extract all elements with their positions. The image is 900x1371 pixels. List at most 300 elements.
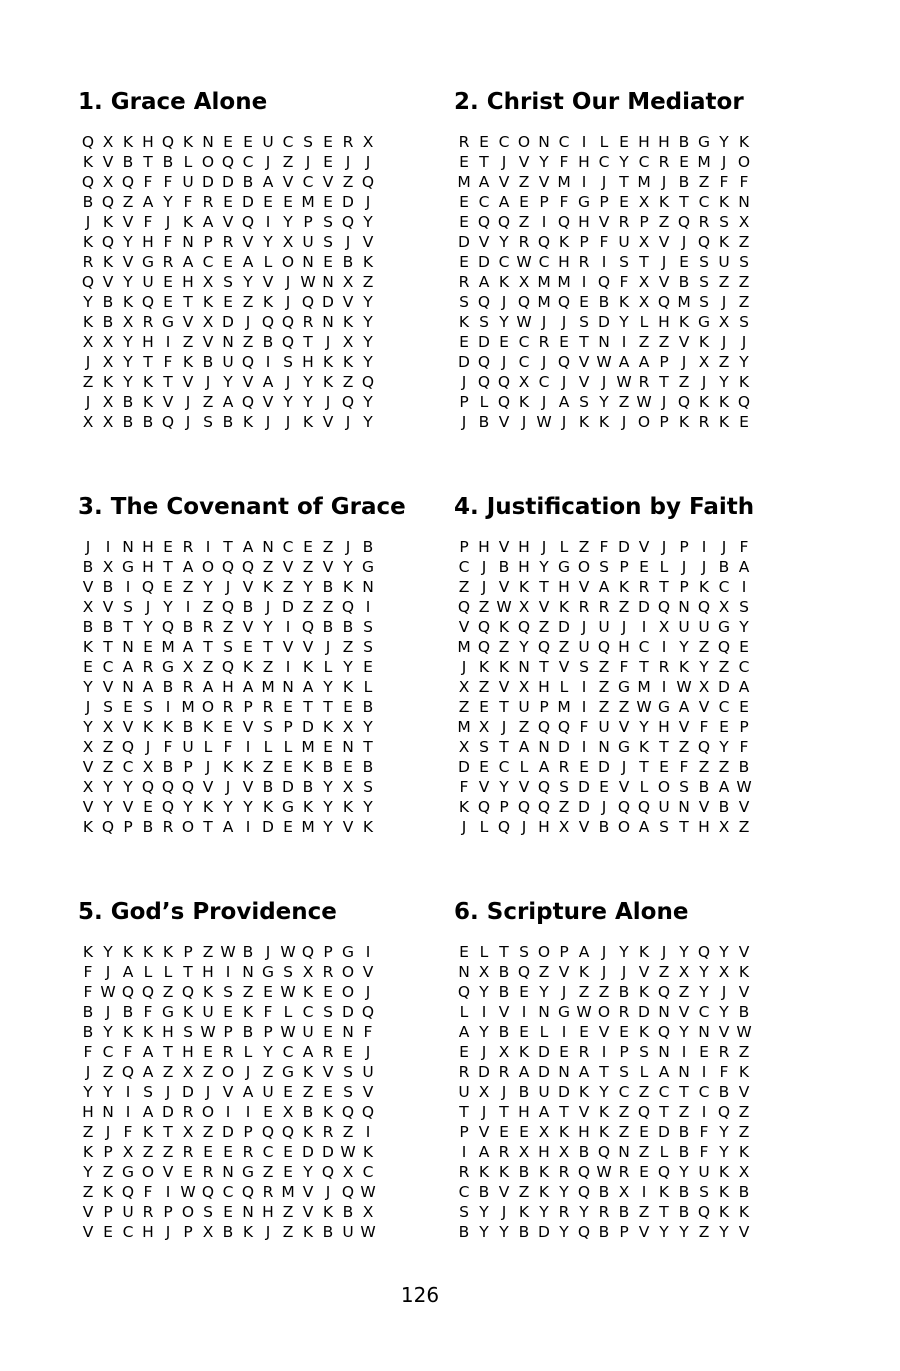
- grid-letter: Z: [202, 658, 214, 676]
- grid-letter: H: [182, 1043, 194, 1061]
- grid-letter: S: [363, 638, 373, 656]
- grid-letter: I: [265, 353, 271, 371]
- grid-letter: J: [601, 373, 607, 391]
- grid-letter: B: [598, 818, 610, 836]
- grid-letter: A: [302, 1043, 314, 1061]
- grid-letter: X: [82, 778, 94, 796]
- grid-letter: K: [598, 1123, 610, 1141]
- grid-letter: Q: [341, 213, 355, 231]
- grid-letter: S: [203, 1203, 213, 1221]
- grid-letter: X: [282, 233, 294, 251]
- grid-letter: J: [481, 1103, 487, 1121]
- grid-letter: B: [182, 618, 194, 636]
- grid-letter: H: [558, 253, 570, 271]
- grid-letter: Q: [657, 598, 671, 616]
- grid-letter: B: [498, 963, 510, 981]
- grid-letter: Z: [738, 1123, 750, 1141]
- grid-letter: N: [458, 963, 470, 981]
- grid-letter: J: [345, 538, 351, 556]
- grid-letter: R: [598, 1203, 610, 1221]
- grid-letter: F: [619, 658, 629, 676]
- grid-letter: V: [498, 413, 510, 431]
- grid-letter: Q: [261, 313, 275, 331]
- grid-letter: X: [102, 133, 114, 151]
- grid-letter: Y: [479, 1203, 489, 1221]
- grid-letter: R: [658, 658, 670, 676]
- grid-letter: E: [243, 638, 253, 656]
- grid-letter: A: [222, 393, 234, 411]
- grid-letter: Q: [597, 273, 611, 291]
- grid-letter: B: [302, 1103, 314, 1121]
- grid-letter: K: [718, 1183, 730, 1201]
- grid-letter: S: [739, 253, 749, 271]
- grid-letter: Z: [342, 173, 354, 191]
- grid-letter: E: [363, 658, 373, 676]
- grid-letter: H: [142, 133, 154, 151]
- grid-letter: H: [658, 313, 670, 331]
- grid-letter: J: [85, 1063, 91, 1081]
- grid-letter: F: [163, 233, 173, 251]
- grid-letter: R: [342, 133, 354, 151]
- grid-letter: W: [220, 943, 236, 961]
- grid-letter: Q: [221, 558, 235, 576]
- grid-letter: L: [203, 738, 213, 756]
- grid-letter: N: [222, 333, 234, 351]
- grid-letter: R: [262, 698, 274, 716]
- grid-letter: B: [738, 1003, 750, 1021]
- grid-letter: Q: [361, 1103, 375, 1121]
- grid-letter: V: [82, 1223, 94, 1241]
- grid-letter: K: [678, 313, 690, 331]
- grid-letter: Q: [241, 1183, 255, 1201]
- grid-letter: E: [739, 698, 749, 716]
- grid-letter: I: [285, 618, 291, 636]
- grid-letter: Z: [698, 758, 710, 776]
- grid-letter: O: [221, 1063, 235, 1081]
- grid-letter: T: [263, 638, 273, 656]
- grid-letter: Z: [478, 678, 490, 696]
- grid-letter: M: [161, 638, 175, 656]
- grid-letter: X: [102, 333, 114, 351]
- grid-letter: B: [678, 133, 690, 151]
- grid-letter: A: [558, 393, 570, 411]
- grid-letter: I: [581, 173, 587, 191]
- puzzle-christ-our-mediator: [454, 88, 764, 431]
- grid-letter: Y: [283, 213, 293, 231]
- grid-letter: Z: [598, 983, 610, 1001]
- grid-letter: A: [182, 638, 194, 656]
- grid-letter: P: [103, 1143, 113, 1161]
- grid-letter: B: [718, 558, 730, 576]
- grid-letter: G: [261, 963, 274, 981]
- grid-letter: U: [182, 173, 194, 191]
- grid-letter: H: [302, 353, 314, 371]
- grid-letter: K: [102, 373, 114, 391]
- grid-letter: J: [105, 963, 111, 981]
- grid-letter: J: [205, 758, 211, 776]
- grid-letter: V: [282, 173, 294, 191]
- grid-letter: B: [718, 798, 730, 816]
- grid-letter: Q: [241, 558, 255, 576]
- grid-letter: P: [499, 798, 509, 816]
- grid-letter: D: [162, 1103, 174, 1121]
- grid-letter: Y: [539, 558, 549, 576]
- grid-letter: J: [145, 738, 151, 756]
- grid-letter: F: [699, 1143, 709, 1161]
- grid-letter: E: [679, 153, 689, 171]
- grid-letter: V: [322, 1063, 334, 1081]
- grid-letter: S: [719, 213, 729, 231]
- grid-letter: D: [658, 1123, 670, 1141]
- grid-letter: Q: [301, 293, 315, 311]
- grid-letter: B: [578, 1143, 590, 1161]
- grid-letter: X: [558, 1143, 570, 1161]
- grid-letter: K: [718, 193, 730, 211]
- grid-letter: P: [559, 943, 569, 961]
- grid-letter: Z: [698, 638, 710, 656]
- grid-letter: J: [501, 718, 507, 736]
- grid-letter: R: [262, 1183, 274, 1201]
- grid-letter: Q: [281, 333, 295, 351]
- grid-letter: Q: [657, 1023, 671, 1041]
- grid-letter: J: [601, 798, 607, 816]
- grid-letter: Q: [557, 213, 571, 231]
- grid-letter: Y: [519, 638, 529, 656]
- grid-letter: J: [265, 153, 271, 171]
- grid-letter: B: [598, 1183, 610, 1201]
- grid-letter: M: [457, 173, 471, 191]
- grid-letter: R: [658, 153, 670, 171]
- grid-letter: C: [498, 133, 510, 151]
- grid-letter: A: [182, 253, 194, 271]
- grid-letter: Z: [142, 1143, 154, 1161]
- grid-letter: Z: [322, 598, 334, 616]
- grid-letter: A: [202, 213, 214, 231]
- grid-letter: D: [342, 1003, 354, 1021]
- grid-letter: R: [222, 1043, 234, 1061]
- grid-letter: E: [323, 193, 333, 211]
- grid-letter: Y: [719, 373, 729, 391]
- grid-letter: K: [658, 193, 670, 211]
- grid-letter: K: [242, 1223, 254, 1241]
- grid-letter: J: [265, 1223, 271, 1241]
- grid-letter: X: [518, 273, 530, 291]
- grid-letter: O: [577, 558, 591, 576]
- grid-letter: I: [285, 658, 291, 676]
- grid-letter: E: [519, 193, 529, 211]
- grid-letter: M: [301, 818, 315, 836]
- grid-letter: E: [343, 1043, 353, 1061]
- grid-letter: V: [538, 598, 550, 616]
- grid-letter: Z: [122, 193, 134, 211]
- grid-letter: Y: [619, 313, 629, 331]
- grid-letter: A: [678, 698, 690, 716]
- grid-letter: K: [658, 1183, 670, 1201]
- grid-letter: E: [459, 333, 469, 351]
- grid-letter: V: [678, 718, 690, 736]
- grid-letter: K: [718, 1203, 730, 1221]
- grid-letter: O: [517, 133, 531, 151]
- grid-letter: K: [322, 353, 334, 371]
- grid-letter: R: [458, 1063, 470, 1081]
- grid-letter: X: [102, 413, 114, 431]
- grid-letter: V: [162, 393, 174, 411]
- grid-letter: B: [322, 578, 334, 596]
- grid-letter: Q: [717, 638, 731, 656]
- grid-letter: X: [478, 718, 490, 736]
- grid-letter: S: [739, 598, 749, 616]
- grid-letter: C: [122, 758, 134, 776]
- grid-letter: W: [340, 1143, 356, 1161]
- grid-letter: U: [182, 738, 194, 756]
- grid-letter: C: [558, 133, 570, 151]
- grid-letter: Z: [182, 578, 194, 596]
- grid-letter: V: [478, 233, 490, 251]
- grid-letter: S: [223, 638, 233, 656]
- grid-letter: V: [122, 213, 134, 231]
- grid-letter: Z: [82, 373, 94, 391]
- grid-letter: Y: [539, 983, 549, 1001]
- grid-letter: R: [618, 1003, 630, 1021]
- grid-letter: Q: [497, 373, 511, 391]
- grid-letter: Z: [262, 1163, 274, 1181]
- grid-letter: Q: [517, 618, 531, 636]
- grid-letter: X: [102, 173, 114, 191]
- grid-letter: J: [185, 393, 191, 411]
- grid-letter: F: [143, 1183, 153, 1201]
- grid-letter: E: [283, 1143, 293, 1161]
- grid-letter: Z: [82, 1123, 94, 1141]
- grid-letter: D: [578, 778, 590, 796]
- grid-letter: G: [121, 558, 134, 576]
- grid-letter: F: [559, 193, 569, 211]
- grid-letter: R: [322, 1123, 334, 1141]
- grid-letter: Z: [322, 538, 334, 556]
- grid-letter: J: [165, 213, 171, 231]
- grid-letter: W: [636, 393, 652, 411]
- grid-letter: Z: [618, 598, 630, 616]
- grid-letter: T: [659, 738, 669, 756]
- grid-letter: Z: [478, 598, 490, 616]
- grid-letter: D: [222, 1123, 234, 1141]
- grid-letter: D: [282, 778, 294, 796]
- grid-letter: B: [102, 578, 114, 596]
- grid-letter: Y: [719, 1223, 729, 1241]
- grid-letter: H: [518, 538, 530, 556]
- grid-letter: K: [302, 1223, 314, 1241]
- grid-letter: Z: [362, 273, 374, 291]
- grid-letter: Q: [201, 1183, 215, 1201]
- grid-letter: Y: [499, 233, 509, 251]
- grid-letter: Q: [697, 233, 711, 251]
- grid-letter: V: [242, 618, 254, 636]
- grid-letter: J: [661, 393, 667, 411]
- grid-letter: J: [561, 373, 567, 391]
- grid-letter: V: [578, 353, 590, 371]
- grid-letter: F: [719, 173, 729, 191]
- grid-letter: D: [458, 758, 470, 776]
- grid-letter: L: [639, 313, 649, 331]
- grid-letter: N: [698, 1023, 710, 1041]
- grid-letter: R: [458, 133, 470, 151]
- grid-letter: H: [262, 1203, 274, 1221]
- grid-letter: A: [182, 558, 194, 576]
- grid-letter: Z: [598, 658, 610, 676]
- grid-letter: V: [242, 578, 254, 596]
- grid-letter: A: [242, 253, 254, 271]
- grid-letter: Y: [323, 678, 333, 696]
- grid-letter: K: [122, 133, 134, 151]
- grid-letter: Z: [162, 983, 174, 1001]
- grid-letter: B: [322, 758, 334, 776]
- grid-letter: V: [362, 1083, 374, 1101]
- grid-letter: D: [598, 313, 610, 331]
- grid-letter: B: [122, 393, 134, 411]
- grid-letter: G: [161, 658, 174, 676]
- grid-letter: A: [738, 678, 750, 696]
- grid-letter: Q: [321, 1163, 335, 1181]
- grid-letter: L: [539, 1023, 549, 1041]
- grid-letter: H: [202, 963, 214, 981]
- grid-letter: J: [325, 1183, 331, 1201]
- grid-letter: R: [182, 678, 194, 696]
- grid-letter: E: [223, 1143, 233, 1161]
- grid-letter: S: [459, 1203, 469, 1221]
- grid-letter: Q: [637, 1103, 651, 1121]
- grid-letter: J: [541, 353, 547, 371]
- grid-letter: J: [501, 1203, 507, 1221]
- grid-letter: J: [365, 153, 371, 171]
- grid-letter: Z: [202, 393, 214, 411]
- grid-letter: U: [122, 1203, 134, 1221]
- grid-letter: K: [262, 798, 274, 816]
- grid-letter: J: [325, 333, 331, 351]
- grid-letter: Z: [518, 718, 530, 736]
- grid-letter: Y: [363, 293, 373, 311]
- grid-letter: P: [243, 698, 253, 716]
- grid-letter: X: [202, 313, 214, 331]
- grid-letter: X: [658, 618, 670, 636]
- grid-letter: Y: [83, 1083, 93, 1101]
- grid-letter: B: [82, 618, 94, 636]
- grid-letter: Q: [121, 1063, 135, 1081]
- grid-letter: B: [142, 818, 154, 836]
- grid-letter: V: [558, 963, 570, 981]
- grid-letter: V: [738, 1083, 750, 1101]
- grid-letter: Z: [222, 618, 234, 636]
- grid-letter: V: [282, 558, 294, 576]
- grid-letter: E: [479, 758, 489, 776]
- grid-letter: Q: [497, 818, 511, 836]
- grid-letter: K: [82, 153, 94, 171]
- grid-letter: Q: [161, 133, 175, 151]
- grid-letter: Z: [202, 1123, 214, 1141]
- grid-letter: K: [122, 293, 134, 311]
- grid-letter: V: [638, 963, 650, 981]
- grid-letter: K: [142, 393, 154, 411]
- grid-letter: A: [578, 943, 590, 961]
- grid-letter: V: [698, 798, 710, 816]
- grid-letter: E: [183, 1163, 193, 1181]
- grid-letter: V: [282, 638, 294, 656]
- grid-letter: K: [82, 1143, 94, 1161]
- grid-letter: R: [222, 698, 234, 716]
- grid-letter: B: [242, 598, 254, 616]
- grid-letter: D: [282, 598, 294, 616]
- grid-letter: W: [516, 253, 532, 271]
- grid-letter: B: [362, 758, 374, 776]
- grid-letter: R: [202, 1163, 214, 1181]
- grid-letter: J: [561, 983, 567, 1001]
- grid-letter: T: [203, 638, 213, 656]
- grid-letter: Y: [243, 798, 253, 816]
- grid-letter: D: [538, 1043, 550, 1061]
- grid-letter: Q: [697, 943, 711, 961]
- grid-letter: W: [200, 1023, 216, 1041]
- grid-letter: K: [182, 213, 194, 231]
- grid-letter: R: [698, 213, 710, 231]
- grid-letter: Z: [738, 273, 750, 291]
- grid-letter: L: [323, 658, 333, 676]
- grid-letter: D: [478, 253, 490, 271]
- grid-letter: E: [163, 578, 173, 596]
- grid-letter: V: [202, 778, 214, 796]
- grid-letter: X: [698, 678, 710, 696]
- grid-letter: T: [619, 173, 629, 191]
- grid-letter: E: [323, 1023, 333, 1041]
- grid-letter: Z: [262, 658, 274, 676]
- grid-letter: X: [518, 1143, 530, 1161]
- grid-letter: K: [182, 353, 194, 371]
- grid-letter: K: [738, 1063, 750, 1081]
- grid-letter: C: [598, 153, 610, 171]
- grid-letter: S: [343, 1083, 353, 1101]
- grid-letter: M: [181, 698, 195, 716]
- grid-letter: Z: [638, 333, 650, 351]
- grid-letter: P: [223, 1023, 233, 1041]
- grid-letter: K: [162, 718, 174, 736]
- grid-letter: L: [519, 758, 529, 776]
- grid-letter: Z: [262, 1063, 274, 1081]
- grid-letter: Q: [617, 798, 631, 816]
- grid-letter: S: [579, 658, 589, 676]
- grid-letter: V: [518, 778, 530, 796]
- grid-letter: D: [262, 818, 274, 836]
- grid-letter: W: [596, 1163, 612, 1181]
- grid-letter: R: [618, 1163, 630, 1181]
- grid-letter: K: [342, 798, 354, 816]
- grid-letter: Y: [163, 598, 173, 616]
- grid-letter: S: [123, 598, 133, 616]
- grid-letter: I: [581, 133, 587, 151]
- grid-letter: E: [223, 133, 233, 151]
- grid-letter: A: [498, 193, 510, 211]
- grid-letter: R: [458, 273, 470, 291]
- grid-letter: G: [657, 698, 670, 716]
- grid-letter: J: [461, 818, 467, 836]
- grid-letter: B: [262, 333, 274, 351]
- grid-letter: N: [678, 1063, 690, 1081]
- grid-letter: F: [83, 1043, 93, 1061]
- grid-letter: Z: [698, 173, 710, 191]
- grid-letter: X: [618, 1183, 630, 1201]
- grid-letter: G: [341, 943, 354, 961]
- grid-letter: Y: [719, 1003, 729, 1021]
- grid-letter: Q: [497, 213, 511, 231]
- grid-letter: G: [121, 1163, 134, 1181]
- grid-letter: R: [162, 253, 174, 271]
- grid-letter: W: [100, 983, 116, 1001]
